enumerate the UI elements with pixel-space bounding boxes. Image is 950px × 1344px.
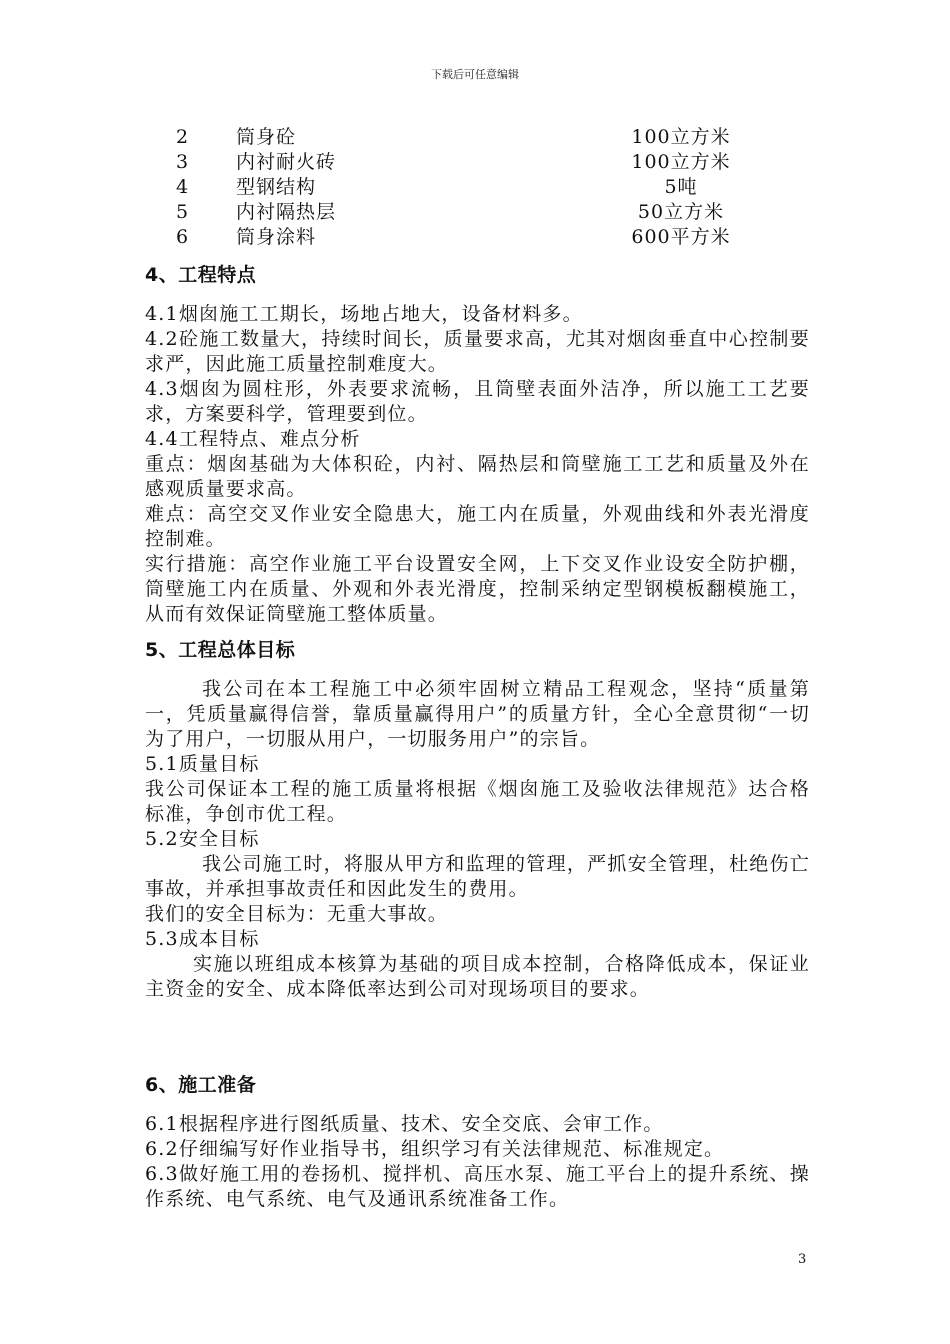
paragraph: 实施以班组成本核算为基础的项目成本控制，合格降低成本，保证业主资金的安全、成本降低率达到公司对现场项目的要求。 xyxy=(145,953,810,1000)
paragraph: 6.2仔细编写好作业指导书，组织学习有关法律规范、标准规定。 xyxy=(145,1138,725,1160)
item-number: 3 xyxy=(176,151,190,173)
paragraph: 4.4工程特点、难点分析 xyxy=(145,428,361,450)
item-quantity: 100立方米 xyxy=(631,126,731,148)
paragraph: 5.2安全目标 xyxy=(145,828,260,850)
list-item xyxy=(0,175,950,200)
paragraph: 实行措施：高空作业施工平台设置安全网，上下交叉作业设安全防护棚，筒壁施工内在质量、外观和外表光滑度，控制采纳定型钢模板翻模施工，从而有效保证筒壁施工整体质量。 xyxy=(145,553,810,625)
paragraph: 4.3烟囱为圆柱形，外表要求流畅，且筒壁表面外洁净，所以施工工艺要求，方案要科学，管理要到位。 xyxy=(145,378,810,425)
item-name: 内衬耐火砖 xyxy=(236,151,337,173)
document-body xyxy=(145,262,810,1212)
item-name: 型钢结构 xyxy=(236,176,317,198)
item-number: 4 xyxy=(176,176,190,198)
item-name: 筒身涂料 xyxy=(236,226,317,248)
item-number: 2 xyxy=(176,126,190,148)
item-number: 6 xyxy=(176,226,190,248)
paragraph: 5.3成本目标 xyxy=(145,928,260,950)
page-header: 下载后可任意编辑 xyxy=(431,68,519,81)
list-item xyxy=(0,200,950,225)
paragraph: 难点：高空交叉作业安全隐患大，施工内在质量，外观曲线和外表光滑度控制难。 xyxy=(145,503,810,550)
item-quantity: 600平方米 xyxy=(631,226,731,248)
paragraph: 重点：烟囱基础为大体积砼，内衬、隔热层和筒壁施工工艺和质量及外在感观质量要求高。 xyxy=(145,453,810,500)
paragraph: 6.3做好施工用的卷扬机、搅拌机、高压水泵、施工平台上的提升系统、操作系统、电气系统、电气及通讯系统准备工作。 xyxy=(145,1163,810,1210)
section-heading-4: 4、工程特点 xyxy=(145,264,257,286)
section-heading-6: 6、施工准备 xyxy=(145,1074,257,1096)
paragraph: 我公司施工时，将服从甲方和监理的管理，严抓安全管理，杜绝伤亡事故，并承担事故责任和因此发生的费用。 xyxy=(145,853,810,900)
quantity-list xyxy=(0,125,950,250)
paragraph: 4.1烟囱施工工期长，场地占地大，设备材料多。 xyxy=(145,303,583,325)
paragraph: 4.2砼施工数量大，持续时间长，质量要求高，尤其对烟囱垂直中心控制要求严，因此施工质量控制难度大。 xyxy=(145,328,810,375)
item-name: 内衬隔热层 xyxy=(236,201,337,223)
page-number: 3 xyxy=(798,1252,807,1267)
list-item xyxy=(0,225,950,250)
item-number: 5 xyxy=(176,201,190,223)
item-name: 筒身砼 xyxy=(236,126,297,148)
item-quantity: 100立方米 xyxy=(631,151,731,173)
paragraph: 6.1根据程序进行图纸质量、技术、安全交底、会审工作。 xyxy=(145,1113,664,1135)
paragraph: 我公司保证本工程的施工质量将根据《烟囱施工及验收法律规范》达合格标准，争创市优工程。 xyxy=(145,778,810,825)
paragraph: 我们的安全目标为：无重大事故。 xyxy=(145,903,449,925)
list-item xyxy=(0,125,950,150)
item-quantity: 5吨 xyxy=(664,176,698,198)
paragraph: 5.1质量目标 xyxy=(145,753,260,775)
section-heading-5: 5、工程总体目标 xyxy=(145,639,296,661)
paragraph: 我公司在本工程施工中必须牢固树立精品工程观念，坚持“质量第一，凭质量赢得信誉，靠质量赢得用户”的质量方针，全心全意贯彻“一切为了用户，一切服从用户，一切服务用户”的宗旨。 xyxy=(145,678,810,750)
list-item xyxy=(0,150,950,175)
item-quantity: 50立方米 xyxy=(637,201,725,223)
